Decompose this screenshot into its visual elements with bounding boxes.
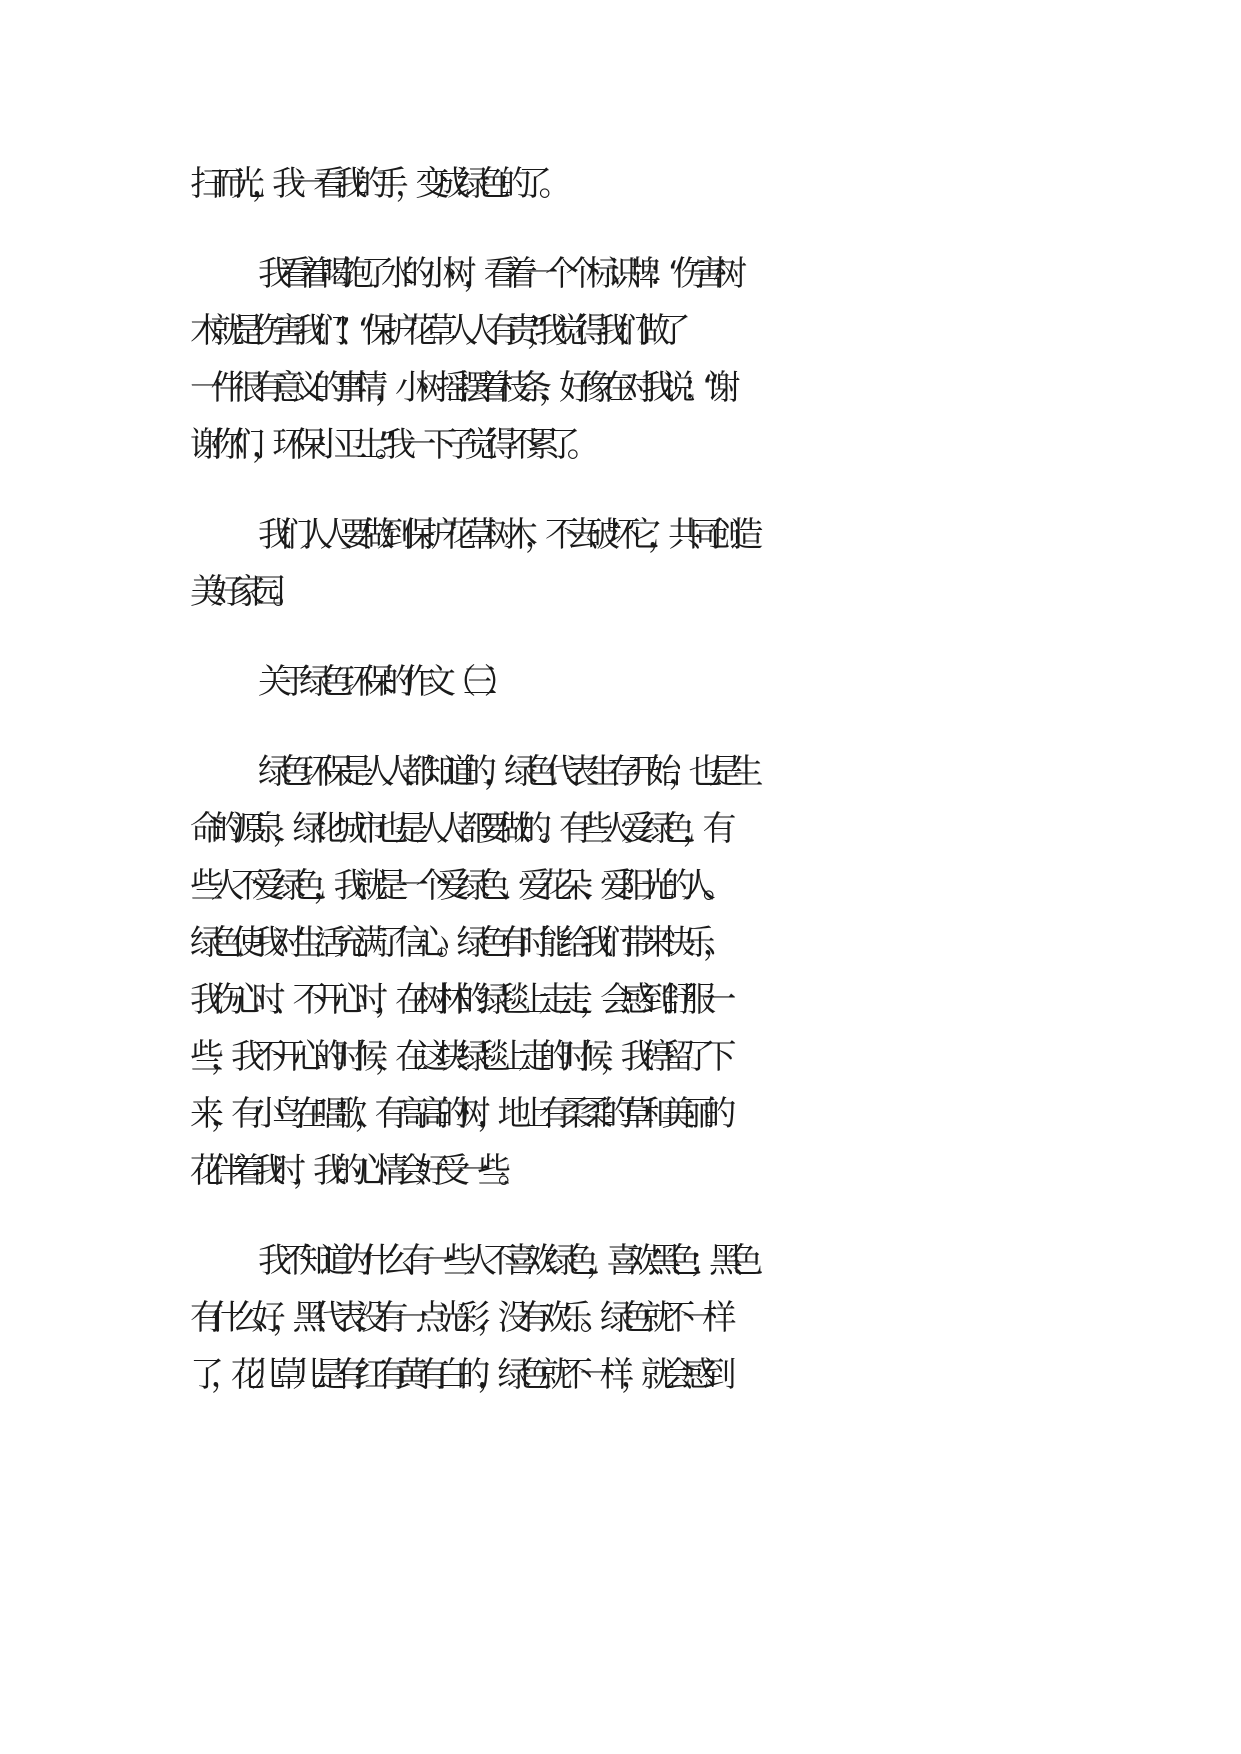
paragraph-2-line-4: 谢你们，环保小卫士。”我一下子觉得不累了。	[190, 425, 588, 465]
paragraph-4-line-4: 绿色使我对生活充满了信心。绿色有时能给我们带来快乐，	[190, 923, 723, 963]
paragraph-3-line-2: 美好家园。	[190, 572, 293, 612]
paragraph-4-line-6: 些，我不开心的时候，在这块绿毯上走的时候，我停留了下	[190, 1037, 723, 1077]
paragraph-4-line-7: 来，有小鸟在唱歌，有高高的树，地上有柔柔的草和美丽的	[190, 1094, 723, 1134]
paragraph-4-line-5: 我伤心时、不开心时，在树林的绿毯上走走，会感到舒服一	[190, 980, 723, 1020]
paragraph-1-line-1: 扫而光，我一看我的手，变成绿色的了。	[190, 164, 559, 204]
paragraph-4-line-8: 花伴着我时，我的心情会好受一些。	[190, 1151, 518, 1191]
paragraph-5-line-2: 有什么好，黑代表没有一点光彩，没有欢乐。绿色就不一样	[190, 1298, 723, 1338]
paragraph-4-line-3: 些人不爱绿色，我就是一个爱绿色、爱花朵、爱阳光的人。	[190, 866, 723, 906]
paragraph-5-line-1: 我不知道为什么有一些人不喜欢绿色，喜欢黑色；黑色	[258, 1241, 750, 1281]
paragraph-3-line-1: 我们人人要做到保护花草树木，不去破坏它，共同创造	[258, 515, 750, 555]
paragraph-2-line-2: 木就是伤害我们”、“保护花草人人有责，”我觉得我们做了	[190, 311, 678, 351]
section-heading: 关于绿色环保的作文（三）	[258, 662, 504, 702]
paragraph-5-line-3: 了，花儿草儿是有红有黄有白的，绿色就不一样，就会感到	[190, 1355, 723, 1395]
paragraph-4-line-1: 绿色环保是人人都知道的，绿色代表生存开始，也是生	[258, 752, 750, 792]
paragraph-2-line-1: 我看着喝饱了水的小树，看着一个个标识牌：“伤害树	[258, 254, 734, 294]
paragraph-4-line-2: 命的源泉，绿化城市也是人人都要做的。有些人爱绿色，有	[190, 809, 723, 849]
paragraph-2-line-3: 一件很有意义的事情，小树摇摆着枝条，好像在对我说：“谢	[190, 368, 728, 408]
